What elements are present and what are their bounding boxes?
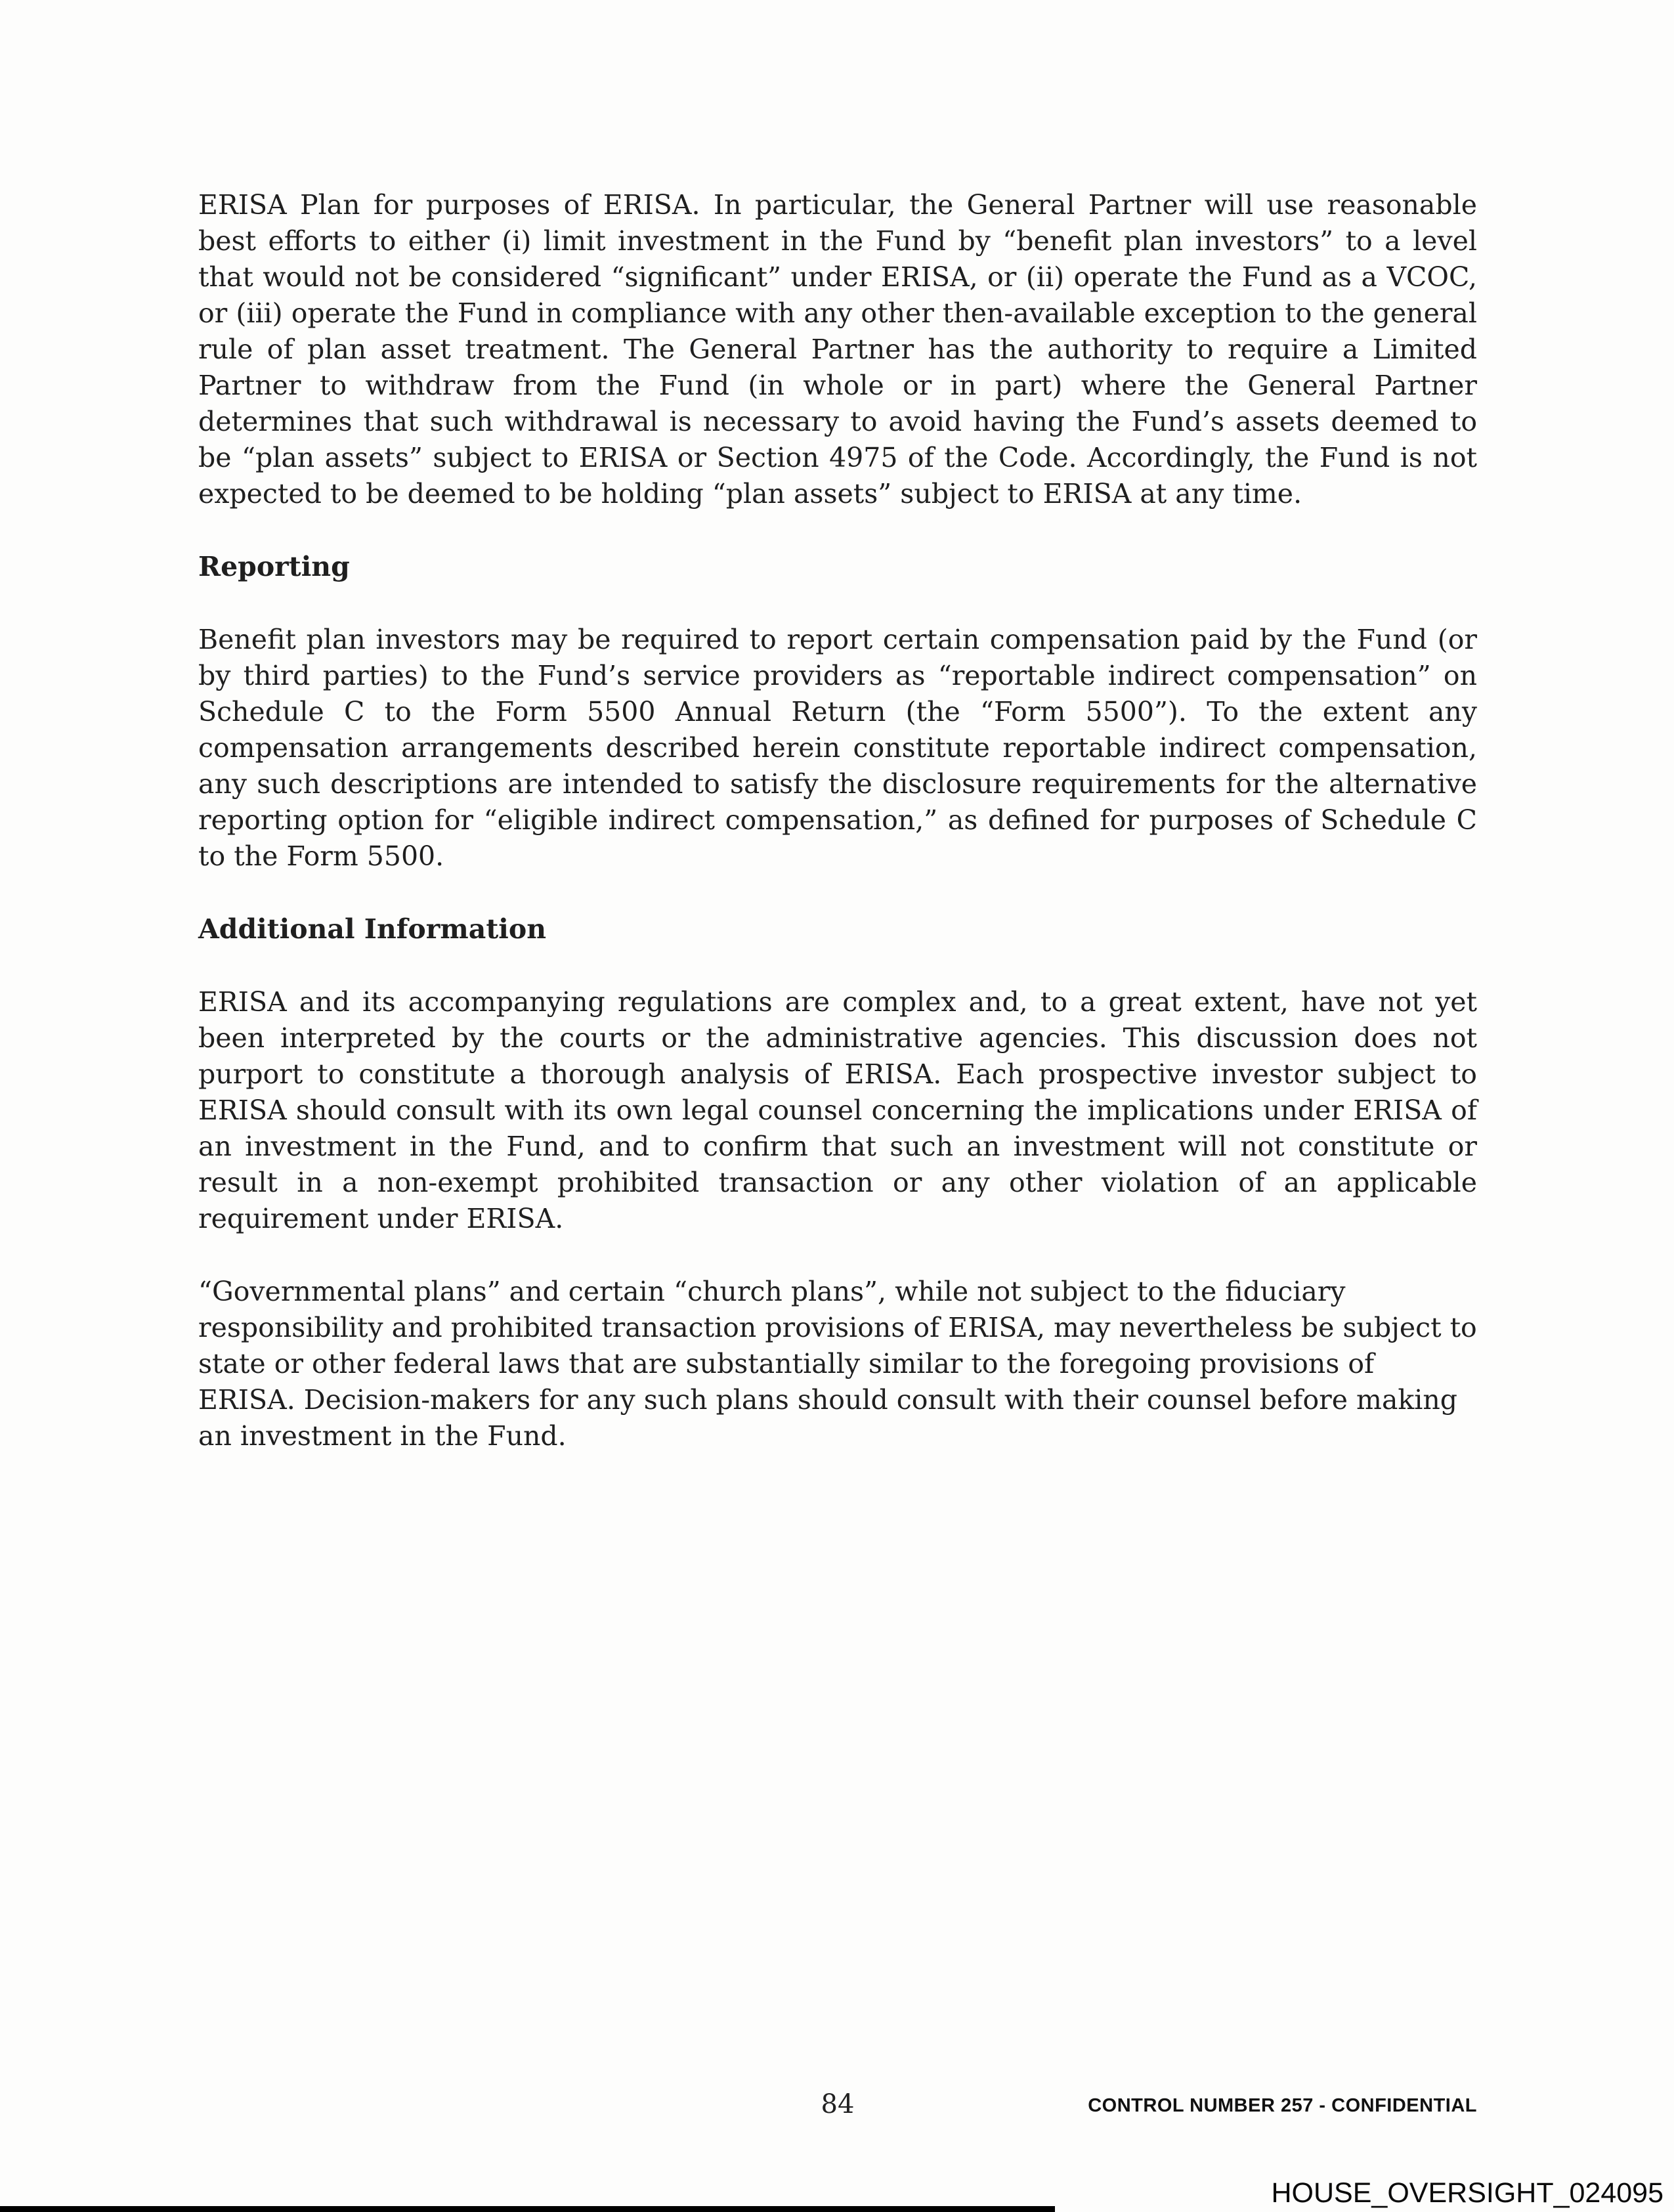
page-footer	[198, 2089, 1477, 2125]
paragraph-governmental-plans: “Governmental plans” and certain “church plans”, while not subject to the fiduciary responsibility and prohibited transaction provisions of ERISA, may nevertheless be subject to state or other federal laws that are substantially similar to the foregoing provisions of ERISA. Decision-makers for any such plans should consult with their counsel before making an investment in the Fund.	[198, 1276, 1477, 1452]
heading-reporting: Reporting	[198, 551, 350, 582]
bates-stamp: HOUSE_OVERSIGHT_024095	[1271, 2177, 1663, 2209]
scan-artifact-bottom-edge	[0, 2206, 1055, 2212]
document-body	[198, 187, 1477, 1491]
control-number-label: CONTROL NUMBER 257 - CONFIDENTIAL	[1088, 2095, 1477, 2116]
paragraph-erisa-plan: ERISA Plan for purposes of ERISA. In particular, the General Partner will use reasonable best efforts to either (i) limit investment in the Fund by “benefit plan investors” to a level that would not be considered “significant” under ERISA, or (ii) operate the Fund as a VCOC, or (iii) operate the Fund in compliance with any other then-available exception to the general rule of plan asset treatment. The General Partner has the authority to require a Limited Partner to withdraw from the Fund (in whole or in part) where the General Partner determines that such withdrawal is necessary to avoid having the Fund’s assets deemed to be “plan assets” subject to ERISA or Section 4975 of the Code. Accordingly, the Fund is not expected to be deemed to be holding “plan assets” subject to ERISA at any time.	[198, 189, 1477, 510]
heading-additional-information: Additional Information	[198, 913, 546, 945]
paragraph-additional-information: ERISA and its accompanying regulations are complex and, to a great extent, have not yet been interpreted by the courts or the administrative agencies. This discussion does not purport to constitute a thorough analysis of ERISA. Each prospective investor subject to ERISA should consult with its own legal counsel concerning the implications under ERISA of an investment in the Fund, and to confirm that such an investment will not constitute or result in a non-exempt prohibited transaction or any other violation of an applicable requirement under ERISA.	[198, 986, 1477, 1234]
paragraph-reporting: Benefit plan investors may be required to report certain compensation paid by the Fund (or by third parties) to the Fund’s service providers as “reportable indirect compensation” on Schedule C to the Form 5500 Annual Return (the “Form 5500”). To the extent any compensation arrangements described herein constitute reportable indirect compensation, any such descriptions are intended to satisfy the disclosure requirements for the alternative reporting option for “eligible indirect compensation,” as defined for purposes of Schedule C to the Form 5500.	[198, 624, 1477, 872]
page-number: 84	[821, 2089, 855, 2119]
